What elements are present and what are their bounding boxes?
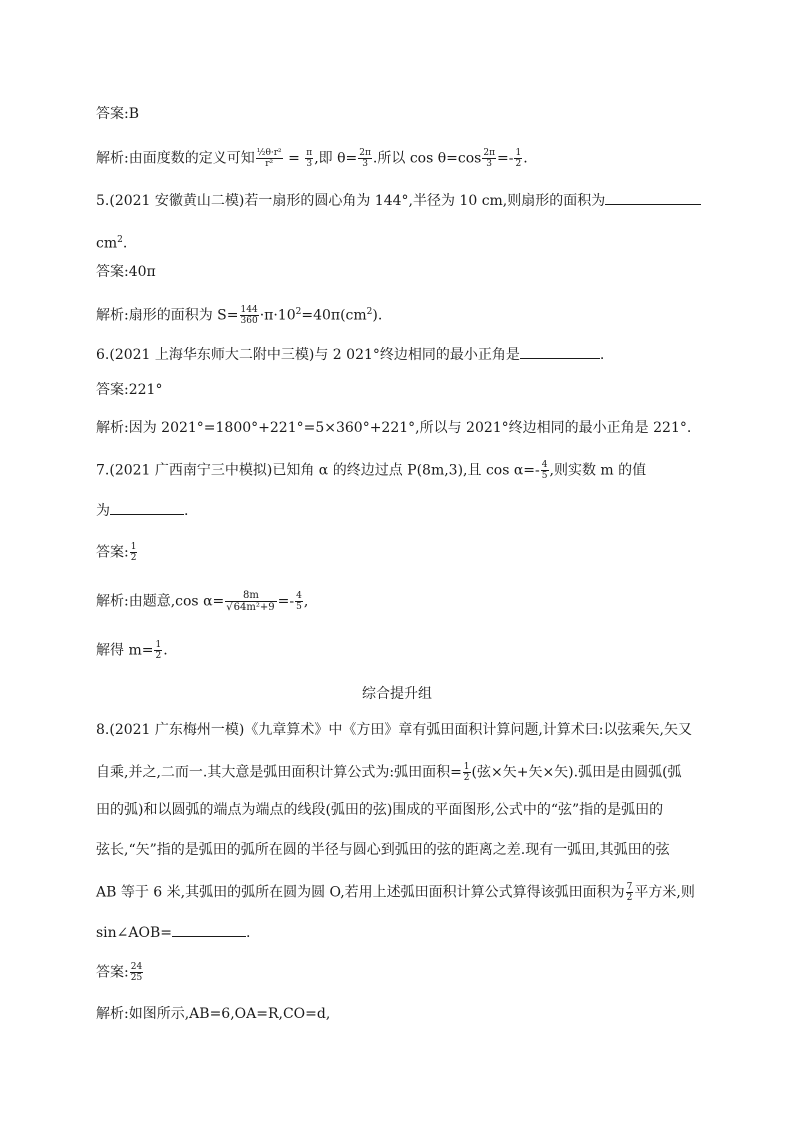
- fraction: $\frac{2\pi}{3}$: [483, 148, 495, 169]
- fraction: $\frac{8m}{\text{√64m²+9}}$: [226, 590, 275, 613]
- fraction: $\frac{1}{2}$: [130, 542, 137, 563]
- question-8-line3: 田的弧)和以圆弧的端点为端点的线段(弧田的弦)围成的平面图形,公式中的“弦”指的是弧田的: [96, 802, 664, 818]
- analysis-6: 解析:因为 2021°=1800°+221°=5×360°+221°,所以与 2021°终边相同的最小正角是 221°.: [96, 420, 692, 436]
- sqrt-sign: √: [226, 602, 233, 613]
- question-5: 5.(2021 安徽黄山二模)若一扇形的圆心角为 144°,半径为 10 cm,则扇形的面积为: [96, 190, 716, 211]
- answer-8: 答案: $\frac{24}{25}$: [96, 962, 143, 983]
- fraction: $\frac{\pi}{3}$: [306, 148, 313, 169]
- question-8-line6: sin∠AOB= .: [96, 922, 716, 943]
- question-6: 6.(2021 上海华东师大二附中三模)与 2 021°终边相同的最小正角是 .: [96, 344, 716, 365]
- analysis-4: 解析:由面度数的定义可知 $\frac{\text{½θ·r²}}{\text{r²}}$ = $\frac{\pi}{3}$ ,即 θ= $\frac{2\pi}{3}$ .所以 cos θ=cos $\frac{2\pi}{3}$ =- $\frac{1}{2}$ .: [96, 148, 528, 169]
- answer-7: 答案: $\frac{1}{2}$: [96, 542, 137, 563]
- fraction: $\frac{144}{360}$: [240, 305, 258, 327]
- fraction: $\frac{1}{2}$: [463, 762, 470, 783]
- fraction: $\frac{24}{25}$: [130, 962, 143, 983]
- answer-blank[interactable]: [110, 500, 184, 515]
- question-7: 7.(2021 广西南宁三中模拟)已知角 α 的终边过点 P(8m,3),且 cos α=- $\frac{4}{5}$ ,则实数 m 的值: [96, 460, 647, 481]
- answer-blank[interactable]: [605, 190, 701, 205]
- answer-blank[interactable]: [520, 344, 600, 359]
- question-8-line2: 自乘,并之,二而一.其大意是弧田面积计算公式为:弧田面积= $\frac{1}{2}$ (弦×矢+矢×矢).弧田是由圆弧(弧: [96, 762, 682, 783]
- question-7-cont: 为 .: [96, 500, 716, 521]
- analysis-8: 解析:如图所示,AB=6,OA=R,CO=d,: [96, 1006, 331, 1022]
- fraction: $\frac{1}{2}$: [155, 640, 162, 661]
- answer-4: 答案:B: [96, 106, 140, 122]
- fraction: $\frac{2\pi}{3}$: [359, 148, 371, 169]
- fraction: $\frac{\text{½θ·r²}}{\text{r²}}$: [256, 148, 282, 169]
- fraction: $\frac{4}{5}$: [296, 591, 302, 612]
- solution-7: 解得 m= $\frac{1}{2}$ .: [96, 640, 168, 661]
- answer-6: 答案:221°: [96, 382, 163, 398]
- analysis-5: 解析:扇形的面积为 S= $\frac{144}{360}$ $\cdot\pi\cdot 10^2=40\pi(cm^2)$.: [96, 305, 383, 327]
- fraction: $\frac{7}{2}$: [626, 882, 633, 903]
- answer-5: 答案:40π: [96, 264, 156, 280]
- section-heading: 综合提升组: [362, 686, 432, 702]
- question-8-line4: 弦长,“矢”指的是弧田的弧所在圆的半径与圆心到弧田的弦的距离之差.现有一弧田,其弧田的弦: [96, 842, 670, 858]
- answer-blank[interactable]: [172, 922, 246, 937]
- fraction: $\frac{1}{2}$: [515, 148, 522, 169]
- question-8-line5: AB 等于 6 米,其弧田的弧所在圆为圆 O,若用上述弧田面积计算公式算得该弧田面积为 $\frac{7}{2}$ 平方米,则: [96, 882, 695, 903]
- question-8-line1: 8.(2021 广东梅州一模)《九章算术》中《方田》章有弧田面积计算问题,计算术曰:以弦乘矢,矢又: [96, 722, 692, 738]
- fraction: $\frac{4}{5}$: [541, 460, 548, 481]
- question-5-unit: $cm^2$.: [96, 235, 128, 252]
- analysis-7: 解析:由题意,cos α= $\frac{8m}{\text{√64m²+9}}$ =- $\frac{4}{5}$ ,: [96, 590, 309, 613]
